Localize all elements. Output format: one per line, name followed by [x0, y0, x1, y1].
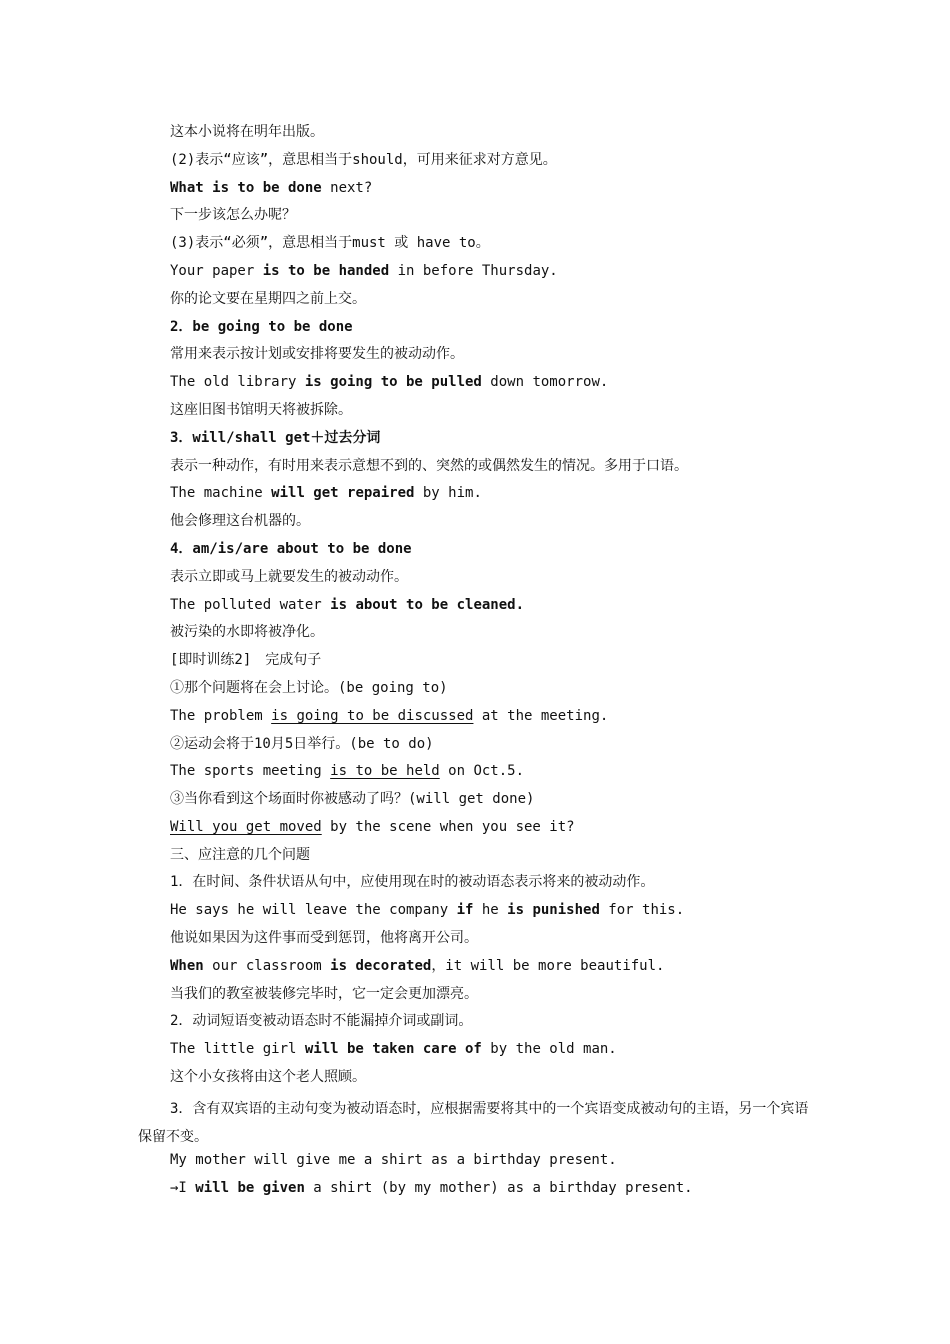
- exercise-prompt: ②运动会将于10月5日举行。(be to do): [170, 736, 434, 752]
- bold-phrase: will be taken care of: [304, 1041, 482, 1057]
- translation-line: 他说如果因为这件事而受到惩罚，他将离开公司。: [170, 930, 478, 946]
- bold-phrase: if: [456, 902, 474, 918]
- example-sentence: [170, 1040, 617, 1058]
- translation-line: 这个小女孩将由这个老人照顾。: [170, 1069, 366, 1085]
- translation-line: 当我们的教室被装修完毕时，它一定会更加漂亮。: [170, 986, 478, 1002]
- text-span: →I: [170, 1180, 196, 1196]
- exercise-prompt: ③当你看到这个场面时你被感动了吗？(will get done): [170, 791, 535, 807]
- section-heading: 3．will/shall get＋过去分词: [170, 430, 381, 446]
- example-sentence: [170, 596, 524, 614]
- text-line: (2)表示“应该”，意思相当于should，可用来征求对方意见。: [170, 152, 557, 168]
- text-span: at the meeting.: [473, 708, 609, 724]
- text-span: The machine: [170, 485, 272, 501]
- translation-line: 下一步该怎么办呢？: [170, 207, 296, 223]
- example-sentence: [170, 179, 372, 197]
- bold-phrase: is decorated: [330, 958, 432, 974]
- answer-blank: Will you get moved: [170, 819, 322, 835]
- text-line: (3)表示“必须”，意思相当于must 或 have to。: [170, 235, 490, 251]
- text-line: 表示一种动作，有时用来表示意想不到的、突然的或偶然发生的情况。多用于口语。: [170, 458, 688, 474]
- text-span: The sports meeting: [170, 763, 331, 779]
- translation-line: 你的论文要在星期四之前上交。: [170, 291, 366, 307]
- text-span: he: [473, 902, 508, 918]
- exercise-heading: [即时训练2] 完成句子: [170, 652, 322, 668]
- example-sentence: [170, 957, 664, 975]
- text-span: The little girl: [170, 1041, 305, 1057]
- text-span: He says he will leave the company: [170, 902, 457, 918]
- bold-phrase: When: [170, 958, 204, 974]
- text-line: 这本小说将在明年出版。: [170, 124, 324, 140]
- text-span: The problem: [170, 708, 272, 724]
- example-sentence: [170, 373, 608, 391]
- bold-phrase: will be given: [195, 1180, 305, 1196]
- answer-blank: is to be held: [330, 763, 440, 779]
- text-span: down tomorrow.: [481, 374, 609, 390]
- translation-line: 他会修理这台机器的。: [170, 513, 310, 529]
- text-span: Your paper: [170, 263, 263, 279]
- example-sentence: [170, 1179, 693, 1197]
- text-span: by the old man.: [481, 1041, 617, 1057]
- translation-line: 被污染的水即将被净化。: [170, 624, 324, 640]
- text-span: by him.: [414, 485, 482, 501]
- bold-phrase: is going to be pulled: [304, 374, 482, 390]
- example-sentence: [170, 262, 558, 280]
- text-paragraph: 3．含有双宾语的主动句变为被动语态时，应根据需要将其中的一个宾语变成被动句的主语，另一个宾语保留不变。: [138, 1101, 809, 1145]
- text-span: in before Thursday.: [389, 263, 558, 279]
- translation-line: 这座旧图书馆明天将被拆除。: [170, 402, 352, 418]
- bold-phrase: will get repaired: [271, 485, 415, 501]
- text-span: ，it will be more beautiful.: [431, 958, 665, 974]
- example-sentence: My mother will give me a shirt as a birthday present.: [170, 1152, 617, 1168]
- text-line: 常用来表示按计划或安排将要发生的被动动作。: [170, 346, 464, 362]
- text-line: 表示立即或马上就要发生的被动动作。: [170, 569, 408, 585]
- text-span: our classroom: [203, 958, 331, 974]
- exercise-answer: [170, 707, 608, 725]
- example-sentence: [170, 484, 482, 502]
- section-heading: 2．be going to be done: [170, 319, 353, 335]
- text-span: a shirt (by my mother) as a birthday present.: [304, 1180, 693, 1196]
- exercise-answer: [170, 762, 524, 780]
- text-span: by the scene when you see it?: [321, 819, 575, 835]
- exercise-answer: [170, 818, 575, 836]
- text-span: The polluted water: [170, 597, 331, 613]
- exercise-prompt: ①那个问题将在会上讨论。(be going to): [170, 680, 448, 696]
- text-span: on Oct.5.: [439, 763, 525, 779]
- text-line: 2．动词短语变被动语态时不能漏掉介词或副词。: [170, 1013, 473, 1029]
- answer-blank: is going to be discussed: [271, 708, 474, 724]
- text-line: 1．在时间、条件状语从句中，应使用现在时的被动语态表示将来的被动动作。: [170, 874, 655, 890]
- section-heading: 4．am/is/are about to be done: [170, 541, 412, 557]
- text-span: next?: [321, 180, 373, 196]
- bold-phrase: is to be handed: [262, 263, 390, 279]
- text-span: The old library: [170, 374, 305, 390]
- text-span: for this.: [599, 902, 685, 918]
- example-sentence: [170, 901, 684, 919]
- bold-phrase: is punished: [507, 902, 600, 918]
- section-heading: 三、应注意的几个问题: [170, 847, 310, 863]
- bold-phrase: What is to be done: [170, 180, 322, 196]
- bold-phrase: is about to be cleaned.: [330, 597, 525, 613]
